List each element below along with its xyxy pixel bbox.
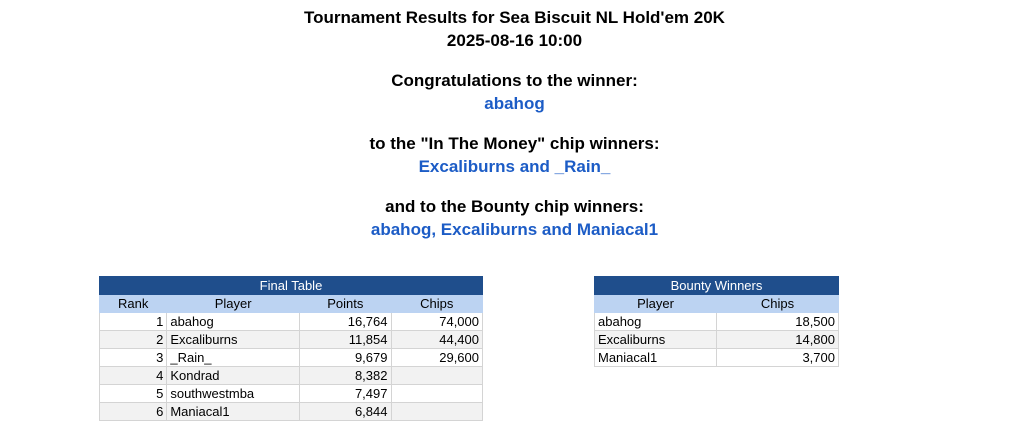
table-row [100, 367, 483, 385]
table-row [595, 331, 839, 349]
chips-cell: 44,400 [391, 331, 483, 349]
player-cell: Maniacal1 [167, 403, 300, 421]
chips-cell [391, 403, 483, 421]
itm-names: Excaliburns and _Rain_ [418, 157, 611, 176]
rank-cell: 3 [100, 349, 167, 367]
player-cell: Excaliburns [595, 331, 717, 349]
column-header-player: Player [167, 295, 300, 313]
final-table [99, 276, 483, 421]
rank-cell: 1 [100, 313, 167, 331]
points-cell: 7,497 [300, 385, 391, 403]
tournament-datetime: 2025-08-16 10:00 [446, 31, 583, 50]
chips-cell: 18,500 [717, 313, 839, 331]
player-cell: _Rain_ [167, 349, 300, 367]
points-cell: 11,854 [300, 331, 391, 349]
chips-cell: 3,700 [717, 349, 839, 367]
rank-cell: 5 [100, 385, 167, 403]
chips-cell: 74,000 [391, 313, 483, 331]
bounty-label: and to the Bounty chip winners: [385, 197, 644, 216]
table-row [100, 403, 483, 421]
chips-cell [391, 385, 483, 403]
player-cell: Kondrad [167, 367, 300, 385]
column-header-chips: Chips [391, 295, 483, 313]
bounty-table-title: Bounty Winners [595, 277, 839, 295]
final-table-title: Final Table [100, 277, 483, 295]
winner-names: abahog [484, 94, 545, 113]
table-row [100, 331, 483, 349]
table-row [595, 349, 839, 367]
rank-cell: 2 [100, 331, 167, 349]
points-cell: 8,382 [300, 367, 391, 385]
rank-cell: 4 [100, 367, 167, 385]
player-cell: abahog [595, 313, 717, 331]
points-cell: 6,844 [300, 403, 391, 421]
rank-cell: 6 [100, 403, 167, 421]
player-cell: abahog [167, 313, 300, 331]
column-header-rank: Rank [100, 295, 167, 313]
column-header-player: Player [595, 295, 717, 313]
player-cell: southwestmba [167, 385, 300, 403]
column-header-points: Points [300, 295, 391, 313]
tournament-title: Tournament Results for Sea Biscuit NL Hold'em 20K [304, 8, 725, 27]
table-row [100, 349, 483, 367]
bounty-names: abahog, Excaliburns and Maniacal1 [370, 220, 659, 239]
player-cell: Excaliburns [167, 331, 300, 349]
points-cell: 9,679 [300, 349, 391, 367]
column-header-chips: Chips [717, 295, 839, 313]
winner-label: Congratulations to the winner: [391, 71, 638, 90]
table-row [100, 385, 483, 403]
chips-cell: 29,600 [391, 349, 483, 367]
chips-cell [391, 367, 483, 385]
chips-cell: 14,800 [717, 331, 839, 349]
bounty-winners-table [594, 276, 839, 367]
itm-label: to the "In The Money" chip winners: [369, 134, 660, 153]
player-cell: Maniacal1 [595, 349, 717, 367]
table-row [100, 313, 483, 331]
points-cell: 16,764 [300, 313, 391, 331]
table-row [595, 313, 839, 331]
